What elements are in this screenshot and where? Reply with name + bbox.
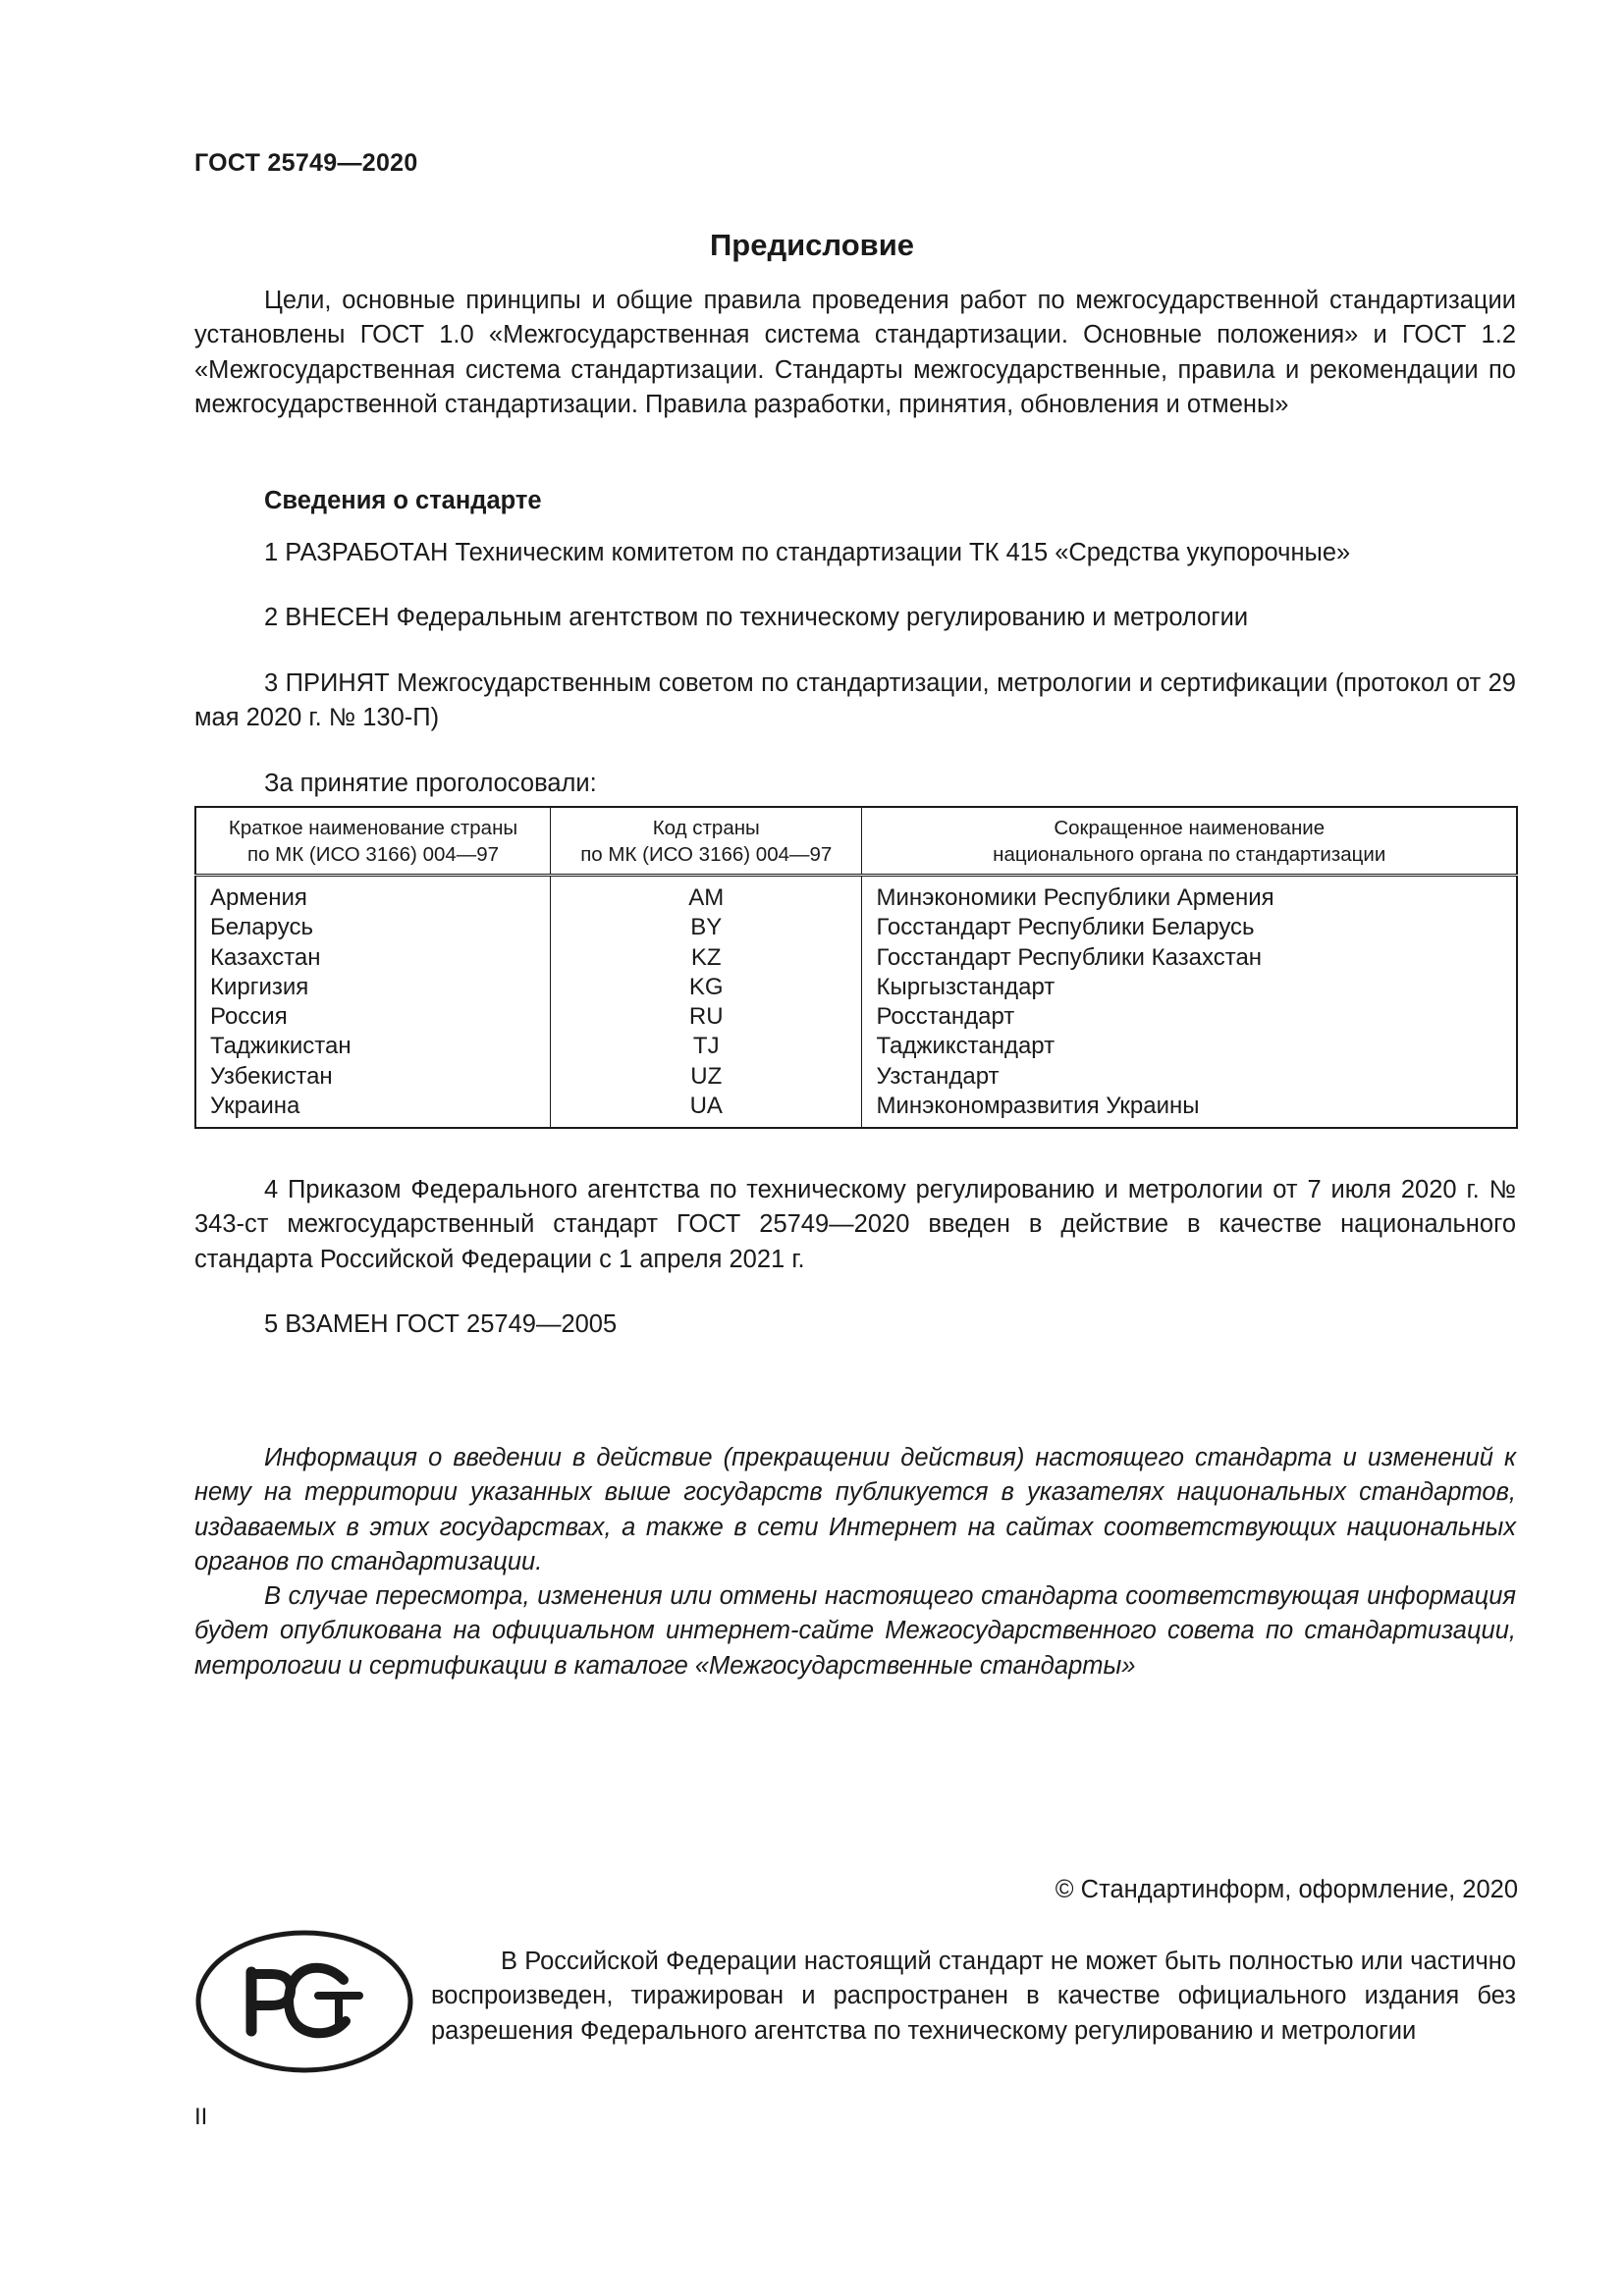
document-code: ГОСТ 25749—2020 [194, 149, 418, 177]
item-order: 4 Приказом Федерального агентства по техническому регулированию и метрологии от 7 июля 2020 г. № 343-ст межгосударственный стандарт ГОСТ 25749—2020 введен в действие в качестве национального стандарта Российской Федерации с 1 апреля 2021 г. [194, 1176, 1516, 1273]
voting-table [194, 806, 1518, 1129]
country-cell: Россия [210, 1003, 288, 1031]
item-introduced: 2 ВНЕСЕН Федеральным агентством по техническому регулированию и метрологии [264, 604, 1249, 631]
table-row [195, 1002, 1517, 1032]
table-row [195, 1032, 1517, 1061]
header-body [862, 807, 1517, 876]
country-cell: Киргизия [210, 973, 309, 1000]
code-cell: UZ [551, 1062, 862, 1092]
code-cell: BY [551, 913, 862, 942]
revision-note: В случае пересмотра, изменения или отмены настоящего стандарта соответствующая информация будет опубликована на официальном интернет-сайте Межгосударственного совета по стандартизации, метрологии и сертификации в каталоге «Межгосударственные стандарты» [194, 1582, 1516, 1680]
item-developed: 1 РАЗРАБОТАН Техническим комитетом по стандартизации ТК 415 «Средства укупорочные» [264, 539, 1351, 566]
intro-paragraph: Цели, основные принципы и общие правила проведения работ по межгосударственной стандартизации установлены ГОСТ 1.0 «Межгосударственная система стандартизации. Основные положения» и ГОСТ 1.2 «Межгосударственная система стандартизации. Стандарты межгосударственные, правила и рекомендации по межгосударственной стандартизации. Правила разработки, принятия, обновления и отмены» [194, 287, 1516, 418]
country-cell: Таджикистан [210, 1033, 352, 1060]
code-cell: UA [551, 1092, 862, 1128]
header-country-line2: по МК (ИСО 3166) 004—97 [246, 843, 500, 866]
code-cell: KZ [551, 943, 862, 973]
body-cell: Минэкономразвития Украины [862, 1092, 1517, 1128]
code-cell: RU [551, 1002, 862, 1032]
body-cell: Кыргызстандарт [862, 973, 1517, 1002]
table-row [195, 973, 1517, 1002]
header-body-line1: Сокращенное наименование [1054, 817, 1326, 839]
header-code-line2: по МК (ИСО 3166) 004—97 [580, 843, 833, 866]
reproduction-notice: В Российской Федерации настоящий стандарт не может быть полностью или частично воспроизведен, тиражирован и распространен в качестве официального издания без разрешения Федерального агентства по техническому регулированию и метрологии [431, 1948, 1516, 2045]
body-cell: Госстандарт Республики Казахстан [862, 943, 1517, 973]
copyright: © Стандартинформ, оформление, 2020 [1055, 1876, 1518, 1903]
header-body-line2: национального органа по стандартизации [993, 843, 1386, 866]
body-cell: Минэкономики Республики Армения [862, 876, 1517, 914]
header-country-line1: Краткое наименование страны [228, 817, 518, 839]
table-header-row [195, 807, 1517, 876]
code-cell: TJ [551, 1032, 862, 1061]
rst-certification-mark-icon [194, 1929, 414, 2074]
code-cell: KG [551, 973, 862, 1002]
table-row [195, 943, 1517, 973]
code-cell: AM [551, 876, 862, 914]
header-country [195, 807, 551, 876]
page-number: II [194, 2104, 208, 2130]
country-cell: Армения [210, 884, 307, 911]
body-cell: Таджикстандарт [862, 1032, 1517, 1061]
item-adopted: 3 ПРИНЯТ Межгосударственным советом по стандартизации, метрологии и сертификации (протокол от 29 мая 2020 г. № 130-П) [194, 669, 1516, 732]
header-code-line1: Код страны [652, 817, 760, 839]
info-note: Информация о введении в действие (прекращении действия) настоящего стандарта и изменений к нему на территории указанных выше государств публикуется в указателях национальных стандартов, издаваемых в этих государствах, а также в сети Интернет на сайтах соответствующих национальных органов по стандартизации. [194, 1444, 1516, 1575]
table-row [195, 876, 1517, 914]
country-cell: Казахстан [210, 943, 321, 971]
table-row [195, 913, 1517, 942]
table-row [195, 1062, 1517, 1092]
page-title: Предисловие [709, 228, 914, 262]
body-cell: Узстандарт [862, 1062, 1517, 1092]
body-cell: Госстандарт Республики Беларусь [862, 913, 1517, 942]
country-cell: Украина [210, 1093, 300, 1120]
body-cell: Росстандарт [862, 1002, 1517, 1032]
item-replaces: 5 ВЗАМЕН ГОСТ 25749—2005 [264, 1310, 618, 1338]
table-row [195, 1092, 1517, 1128]
country-cell: Беларусь [210, 914, 313, 941]
info-heading: Сведения о стандарте [264, 487, 542, 514]
voted-label: За принятие проголосовали: [264, 770, 597, 797]
country-cell: Узбекистан [210, 1062, 333, 1090]
header-code [551, 807, 862, 876]
